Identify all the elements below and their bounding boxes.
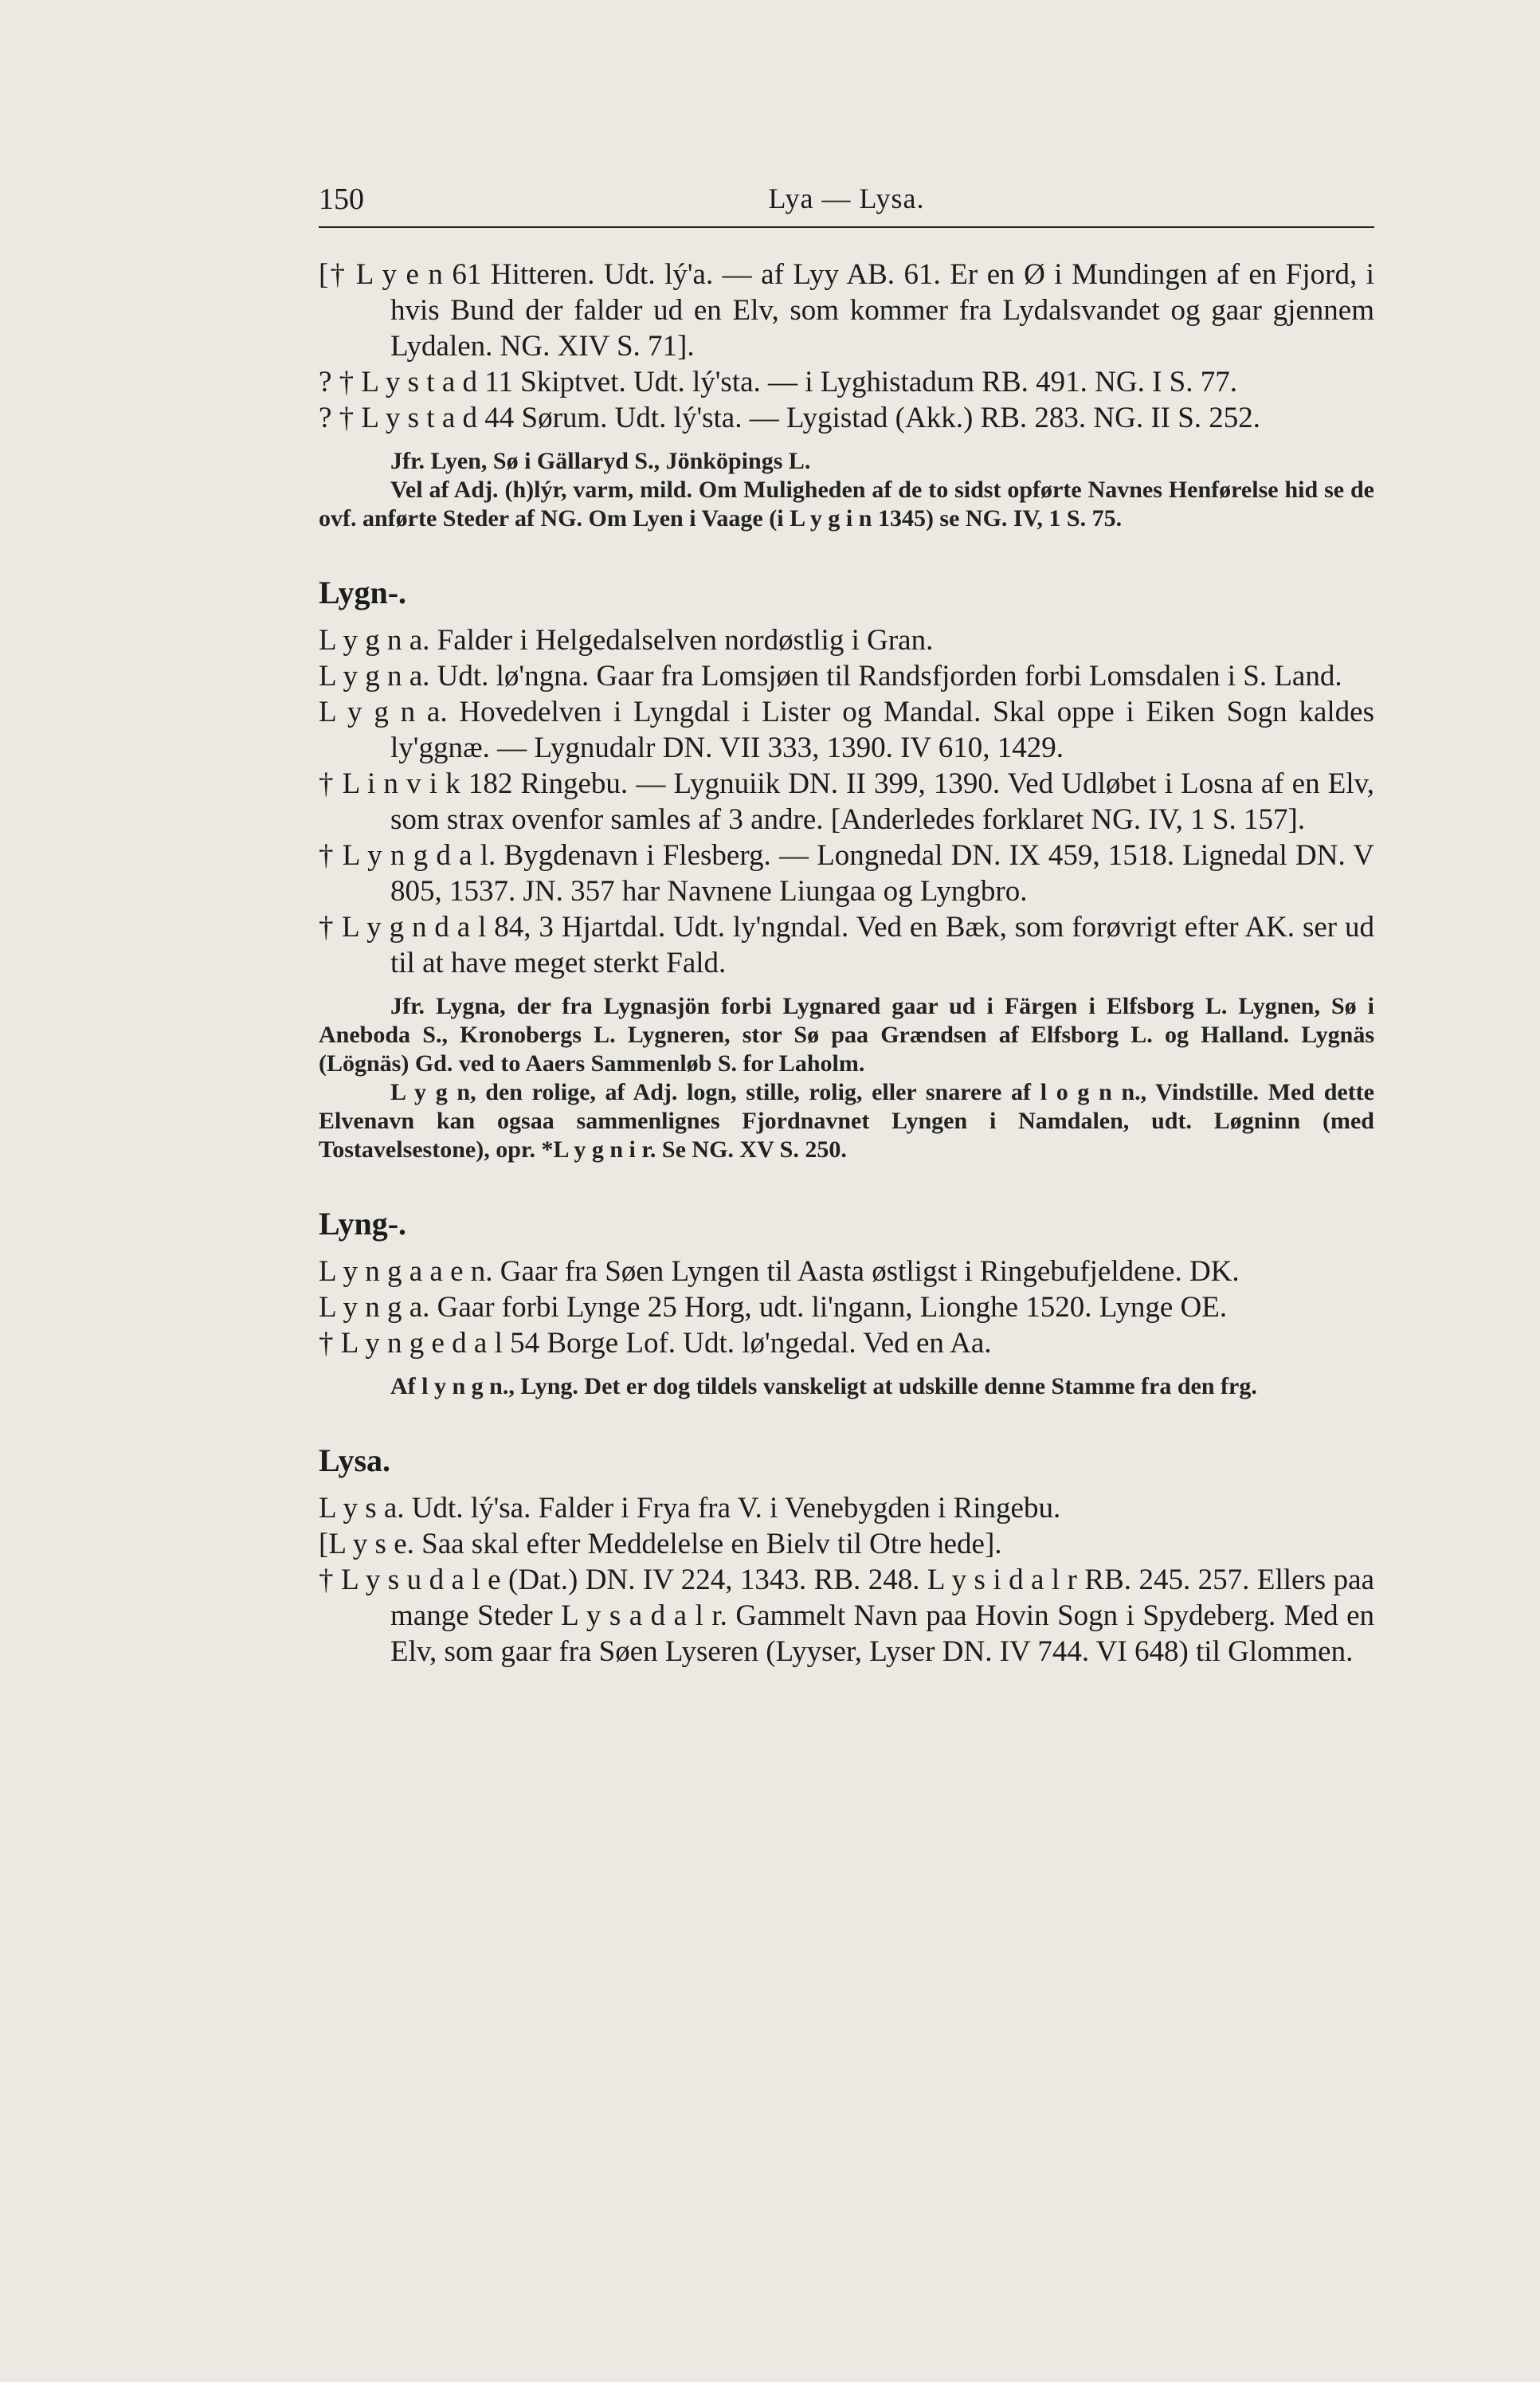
entry-lyngdal-flesberg: † L y n g d a l. Bygdenavn i Flesberg. — Longnedal DN. IX 459, 1518. Lignedal DN. V 805, 1537. JN. 357 har Navnene Liungaa og Lyngbro. — [319, 839, 1374, 908]
entry-lysudale: † L y s u d a l e (Dat.) DN. IV 224, 1343. RB. 248. L y s i d a l r RB. 245. 257. Ellers paa mange Steder L y s a d a l r. Gammelt Navn paa Hovin Sogn i Spydeberg. Med en Elv, som gaar fra Søen Lyseren (Lyyser, Lyser DN. IV 744. VI 648) til Glommen. — [319, 1564, 1374, 1668]
entry-lygna-gran: L y g n a. Falder i Helgedalselven nordøstlig i Gran. — [319, 624, 934, 657]
entry-lygndal-hjartdal: † L y g n d a l 84, 3 Hjartdal. Udt. ly'ngndal. Ved en Bæk, som forøvrigt efter AK. ser ud til at have meget sterkt Fald. — [319, 911, 1374, 979]
note-jfr-lyen: Jfr. Lyen, Sø i Gällaryd S., Jönköpings L. — [390, 448, 811, 474]
note-jfr-lygna: Jfr. Lygna, der fra Lygnasjön forbi Lygnared gaar ud i Färgen i Elfsborg L. Lygnen, Sø i Aneboda S., Kronobergs L. Lygneren, stor Sø paa Grændsen af Elfsborg L. og Halland. Lygnäs (Lögnäs) Gd. ved to Aaers Sammenløb S. for Laholm. — [319, 993, 1374, 1077]
section-heading-lygn: Lygn-. — [319, 575, 407, 610]
entry-lyse: [L y s e. Saa skal efter Meddelelse en Bielv til Otre hede]. — [319, 1528, 1002, 1560]
entry-linvik: † L i n v i k 182 Ringebu. — Lygnuiik DN. II 399, 1390. Ved Udløbet i Losna af en Elv, som strax ovenfor samles af 3 andre. [Anderledes forklaret NG. IV, 1 S. 157]. — [319, 767, 1374, 836]
entry-lyen: [† L y e n 61 Hitteren. Udt. lý'a. — af Lyy AB. 61. Er en Ø i Mundingen af en Fjord, i hvis Bund der falder ud en Elv, som kommer fra Lydalsvandet og gaar gjennem Lydalen. NG. XIV S. 71]. — [319, 258, 1374, 363]
entry-lynga: L y n g a. Gaar forbi Lynge 25 Horg, udt. li'ngann, Lionghe 1520. Lynge OE. — [319, 1291, 1228, 1324]
note-vel-af-adj: Vel af Adj. (h)lýr, varm, mild. Om Muligheden af de to sidst opførte Navnes Henførelse hid se de ovf. anførte Steder af NG. Om Lyen i Vaage (i L y g i n 1345) se NG. IV, 1 S. 75. — [319, 477, 1374, 532]
entry-lysa: L y s a. Udt. lý'sa. Falder i Frya fra V. i Venebygden i Ringebu. — [319, 1492, 1061, 1525]
page-header — [319, 182, 1374, 228]
page-body — [319, 257, 1374, 1670]
running-head: Lya — Lysa. — [768, 182, 925, 214]
entry-lyngedal: † L y n g e d a l 54 Borge Lof. Udt. lø'ngedal. Ved en Aa. — [319, 1327, 992, 1360]
entry-lyngaaen: L y n g a a e n. Gaar fra Søen Lyngen til Aasta østligst i Ringebufjeldene. DK. — [319, 1255, 1240, 1288]
section-heading-lyng: Lyng-. — [319, 1206, 407, 1242]
entry-lystad-sorum: ? † L y s t a d 44 Sørum. Udt. lý'sta. — Lygistad (Akk.) RB. 283. NG. II S. 252. — [319, 402, 1261, 434]
note-lygn-rolige: L y g n, den rolige, af Adj. logn, stille, rolig, eller snarere af l o g n n., Vindstille. Med dette Elvenavn kan ogsaa sammenlignes Fjordnavnet Lyngen i Namdalen, udt. Løgninn (med Tostavelsestone), opr. *L y g n i r. Se NG. XV S. 250. — [319, 1079, 1374, 1163]
entry-lygna-lyngdal: L y g n a. Hovedelven i Lyngdal i Lister og Mandal. Skal oppe i Eiken Sogn kaldes ly'ggnæ. — Lygnudalr DN. VII 333, 1390. IV 610, 1429. — [319, 696, 1374, 764]
section-heading-lysa: Lysa. — [319, 1442, 391, 1478]
note-af-lyng: Af l y n g n., Lyng. Det er dog tildels vanskeligt at udskille denne Stamme fra den frg. — [390, 1373, 1257, 1399]
entry-lygna-land: L y g n a. Udt. lø'ngna. Gaar fra Lomsjøen til Randsfjorden forbi Lomsdalen i S. Land. — [319, 660, 1342, 693]
page-number: 150 — [319, 182, 364, 216]
entry-lystad-skiptvet: ? † L y s t a d 11 Skiptvet. Udt. lý'sta. — i Lyghistadum RB. 491. NG. I S. 77. — [319, 366, 1237, 398]
